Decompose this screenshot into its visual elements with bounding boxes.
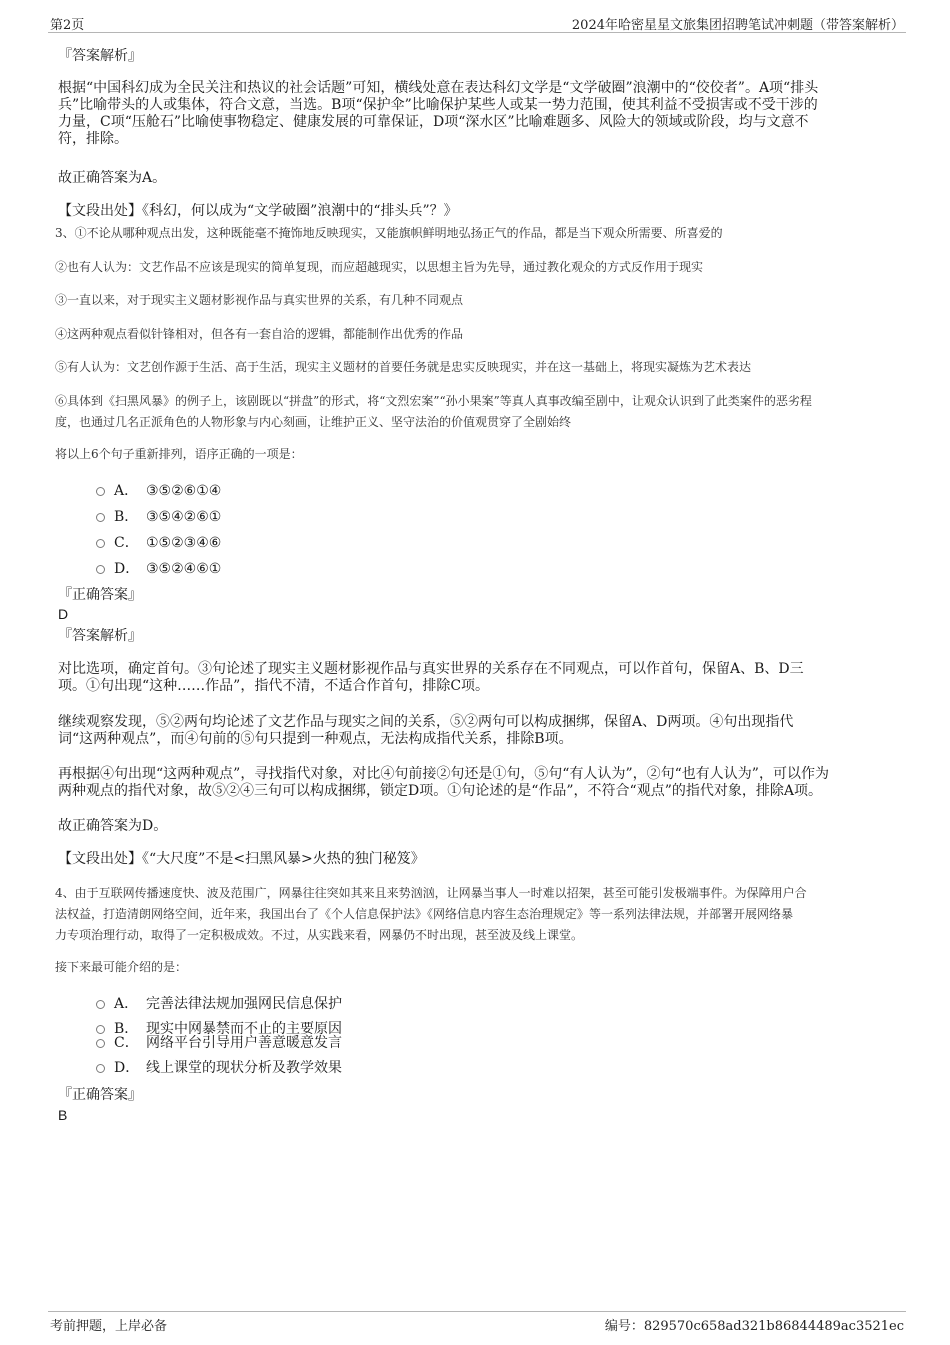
option-text: ③⑤②④⑥① xyxy=(146,561,222,577)
q3-analysis-line: 两种观点的指代对象，故⑤②④三句可以构成捆绑，锁定D项。①句论述的是“作品”，不符合“观点”的指代对象，排除A项。 xyxy=(58,783,822,799)
option-letter: D． xyxy=(114,1060,140,1076)
q2-conclusion: 故正确答案为A。 xyxy=(58,170,167,186)
q3-stem-line: ②也有人认为：文艺作品不应该是现实的简单复现，而应超越现实，以思想主旨为先导，通过教化观众的方式反作用于现实 xyxy=(55,260,704,274)
q4-option-d[interactable] xyxy=(96,1059,342,1077)
radio-button-icon[interactable] xyxy=(96,1039,105,1048)
page-number: 第2页 xyxy=(50,18,85,33)
header-divider xyxy=(48,32,906,33)
q3-stem-line: 度，也通过几名正派角色的人物形象与内心刻画，让维护正义、坚守法治的价值观贯穿了全剧始终 xyxy=(55,415,572,429)
radio-button-icon[interactable] xyxy=(96,565,105,574)
option-letter: D． xyxy=(114,561,140,577)
footer-divider xyxy=(48,1311,906,1312)
footer-serial: 编号：829570c658ad321b86844489ac3521ec xyxy=(604,1319,904,1334)
option-letter: A． xyxy=(114,996,139,1012)
q4-option-c[interactable] xyxy=(96,1034,342,1052)
radio-button-icon[interactable] xyxy=(96,1064,105,1073)
q2-analysis-label: 『答案解析』 xyxy=(58,48,142,64)
q4-stem-line: 4、由于互联网传播速度快、波及范围广，网暴往往突如其来且来势汹汹，让网暴当事人一时难以招架，甚至可能引发极端事件。为保障用户合 xyxy=(55,886,807,900)
option-text: ③⑤②⑥①④ xyxy=(146,483,222,499)
footer-slogan: 考前押题，上岸必备 xyxy=(50,1319,168,1334)
q3-analysis-para xyxy=(58,661,888,695)
q2-analysis xyxy=(58,80,888,148)
q3-source: 【文段出处】《“大尺度”不是<扫黑风暴>火热的独门秘笈》 xyxy=(58,851,425,867)
q3-analysis-line: 继续观察发现，⑤②两句均论述了文艺作品与现实之间的关系，⑤②两句可以构成捆绑，保留A、D两项。④句出现指代 xyxy=(58,714,794,730)
q3-stem-line: ③一直以来，对于现实主义题材影视作品与真实世界的关系，有几种不同观点 xyxy=(55,293,464,307)
q4-answer-label: 『正确答案』 xyxy=(58,1087,142,1103)
radio-button-icon[interactable] xyxy=(96,1000,105,1009)
q2-source: 【文段出处】《科幻，何以成为“文学破圈”浪潮中的“排头兵”？》 xyxy=(58,203,458,219)
q3-analysis-para xyxy=(58,766,888,800)
q3-analysis-label: 『答案解析』 xyxy=(58,628,142,644)
q3-analysis-line: 词“这两种观点”，而④句前的⑤句只提到一种观点，无法构成指代关系，排除B项。 xyxy=(58,731,573,747)
option-letter: A． xyxy=(114,483,139,499)
option-text: 线上课堂的现状分析及教学效果 xyxy=(146,1060,342,1076)
q4-stem-line: 法权益，打造清朗网络空间，近年来，我国出台了《个人信息保护法》《网络信息内容生态治理规定》等一系列法律法规，并部署开展网络暴 xyxy=(55,907,794,921)
q3-stem-line: ④这两种观点看似针锋相对，但各有一套自洽的逻辑，都能制作出优秀的作品 xyxy=(55,327,464,341)
q2-analysis-line: 力量，C项“压舱石”比喻使事物稳定、健康发展的可靠保证，D项“深水区”比喻难题多、风险大的领域或阶段，均与文意不 xyxy=(58,114,809,130)
q3-option-a[interactable] xyxy=(96,482,221,500)
q3-stem-line: ⑤有人认为：文艺创作源于生活、高于生活，现实主义题材的首要任务就是忠实反映现实，并在这一基础上，将现实凝炼为艺术表达 xyxy=(55,360,752,374)
radio-button-icon[interactable] xyxy=(96,1025,105,1034)
option-text: ③⑤④②⑥① xyxy=(146,509,222,525)
q4-answer: B xyxy=(58,1107,68,1123)
option-letter: B． xyxy=(114,1021,139,1037)
q3-conclusion: 故正确答案为D。 xyxy=(58,818,168,834)
radio-button-icon[interactable] xyxy=(96,487,105,496)
q3-option-c[interactable] xyxy=(96,534,221,552)
q4-stem xyxy=(55,883,895,946)
q3-analysis-line: 对比选项，确定首句。③句论述了现实主义题材影视作品与真实世界的关系存在不同观点，可以作首句，保留A、B、D三 xyxy=(58,661,804,677)
document-title: 2024年哈密星星文旅集团招聘笔试冲刺题（带答案解析） xyxy=(571,18,904,33)
q3-stem-line: ⑥具体到《扫黑风暴》的例子上，该剧既以“拼盘”的形式，将“文烈宏案”“孙小果案”等真人真事改编至剧中，让观众认识到了此类案件的恶劣程 xyxy=(55,394,812,408)
q3-answer: D xyxy=(58,606,69,622)
q3-answer-label: 『正确答案』 xyxy=(58,587,142,603)
q4-stem-line: 力专项治理行动，取得了一定积极成效。不过，从实践来看，网暴仍不时出现，甚至波及线上课堂。 xyxy=(55,928,584,942)
q3-analysis-line: 项。①句出现“这种……作品”，指代不清，不适合作首句，排除C项。 xyxy=(58,678,490,694)
option-text: 完善法律法规加强网民信息保护 xyxy=(146,996,342,1012)
option-text: 网络平台引导用户善意暖意发言 xyxy=(146,1035,342,1051)
q2-analysis-line: 符，排除。 xyxy=(58,131,128,147)
q3-question: 将以上6个句子重新排列，语序正确的一项是： xyxy=(55,447,303,461)
option-letter: C． xyxy=(114,535,139,551)
radio-button-icon[interactable] xyxy=(96,539,105,548)
q3-analysis-line: 再根据④句出现“这两种观点”，寻找指代对象，对比④句前接②句还是①句，⑤句“有人认为”，②句“也有人认为”，可以作为 xyxy=(58,766,829,782)
q2-analysis-line: 兵”比喻带头的人或集体，符合文意，当选。B项“保护伞”比喻保护某些人或某一势力范围，使其利益不受损害或不受干涉的 xyxy=(58,97,818,113)
option-text: ①⑤②③④⑥ xyxy=(146,535,222,551)
q3-option-d[interactable] xyxy=(96,560,221,578)
option-letter: C． xyxy=(114,1035,139,1051)
q2-analysis-line: 根据“中国科幻成为全民关注和热议的社会话题”可知，横线处意在表达科幻文学是“文学破圈”浪潮中的“佼佼者”。A项“排头 xyxy=(58,80,819,96)
q4-option-a[interactable] xyxy=(96,995,342,1013)
radio-button-icon[interactable] xyxy=(96,513,105,522)
q3-option-b[interactable] xyxy=(96,508,221,526)
q3-stem-line: 3、①不论从哪种观点出发，这种既能毫不掩饰地反映现实，又能旗帜鲜明地弘扬正气的作品，都是当下观众所需要、所喜爱的 xyxy=(55,226,723,240)
option-letter: B． xyxy=(114,509,139,525)
q4-question: 接下来最可能介绍的是： xyxy=(55,960,188,974)
q3-analysis-para xyxy=(58,714,888,748)
option-text: 现实中网暴禁而不止的主要原因 xyxy=(146,1021,342,1037)
